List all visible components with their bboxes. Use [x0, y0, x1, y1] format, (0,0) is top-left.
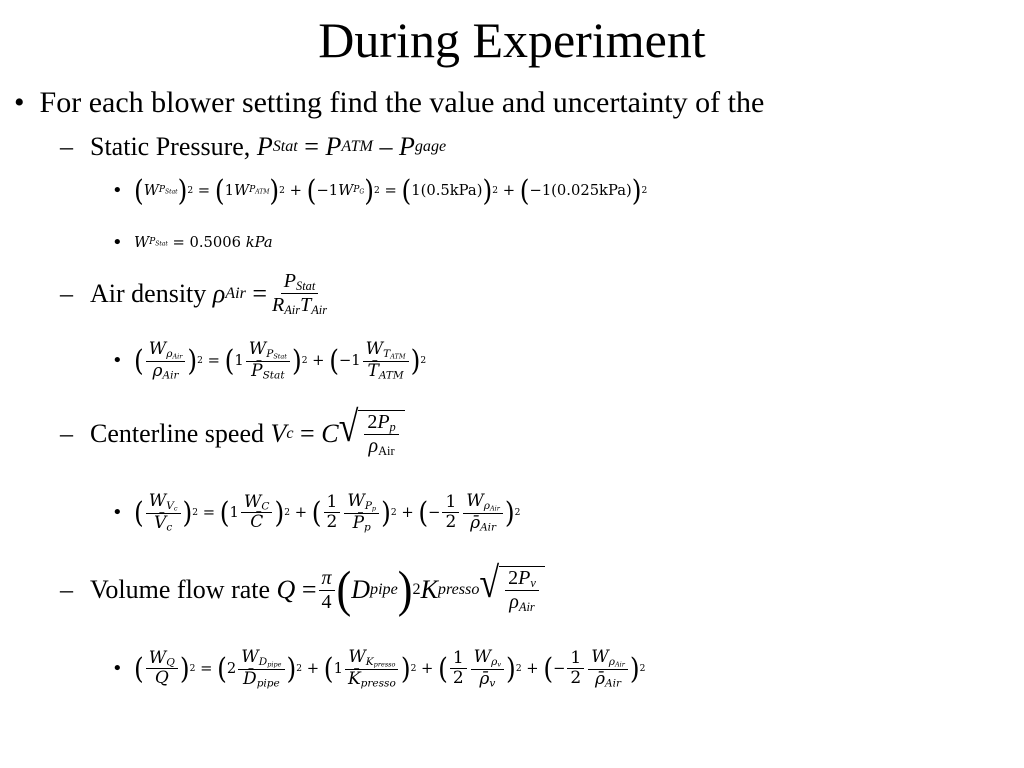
wpstat-value: 0.5006	[189, 234, 242, 251]
air-density-uncertainty: • ( $\frac{W_{\rho_{Air}}}{\rho_{Air}}$ ) 2 = ( 1 $\frac{W_{P_{Stat}}}{P̄_{Stat}}$ ) 2 + ( −1 $\frac{W_{T_{ATM}}}{T̄_{ATM}}$ ) 2	[112, 339, 427, 382]
air-density-line: – Air density ρ Air = $\frac{P_{Stat}}{R_{Air}T_{Air}}$	[60, 270, 328, 318]
dash-bullet: –	[60, 132, 73, 161]
centerline-label: Centerline speed	[90, 419, 264, 449]
bullet-main	[14, 86, 764, 120]
centerline-line: – Centerline speed V c = C √ $\frac{2P_p}{\rho_{Air}}$	[60, 410, 405, 459]
centerline-uncertainty: • ( $\frac{W_{V_c}}{V̄_c}$ ) 2 = ( 1 $\frac{W_C}{C̄}$ ) 2 + ( $\frac{1}{2}$ $\frac{W_{P_p}}{P̄_p}$ ) 2 + ( − $\frac{1}{2}$ $\frac{W_{\rho_{Air}}}{\rhō_{Air}}$ ) 2	[112, 491, 521, 534]
static-pressure-label: Static Pressure,	[90, 132, 251, 161]
bullet-main-text: For each blower setting find the value and uncertainty of the	[39, 86, 765, 119]
slide-title: During Experiment	[318, 12, 706, 68]
wpstat-value-line: • W $P_{Stat}$ = 0.5006 kPa	[112, 232, 273, 253]
volume-flow-label: Volume flow rate	[90, 575, 271, 605]
volume-flow-line: – Volume flow rate Q = $\frac{\pi}{4}$ ( D pipe ) 2 K presso √ $\frac{2P_v}{\rho_{Air}}$	[60, 566, 545, 615]
air-density-label: Air density	[90, 278, 207, 308]
quarter-kpa-value: −1(0.025kPa)	[529, 182, 632, 200]
wpstat-equation: • ( W $P_{Stat}$ ) 2 = ( 1 W $P_{ATM}$ ) 2 + ( −1 W $P_G$ ) 2 = ( 1(0.5kPa) ) 2 + ( −1(0.025kPa) ) 2	[112, 173, 648, 208]
bullet-dot: •	[14, 86, 40, 119]
half-kpa-value: 1(0.5kPa)	[411, 182, 483, 200]
static-pressure-line: – Static Pressure, P Stat = P ATM – P gage	[60, 132, 447, 161]
volume-flow-uncertainty: • ( $\frac{W_Q}{Q}$ ) 2 = ( 2 $\frac{W_{D_{pipe}}}{D̄_{pipe}}$ ) 2 + ( 1 $\frac{W_{K_{presso}}}{K̄_{presso}}$ ) 2 + ( $\frac{1}{2}$ $\frac{W_{\rho_v}}{\rhō_v}$ ) 2 + ( − $\frac{1}{2}$ $\frac{W_{\rho_{Air}}}{\rhō_{Air}}$ ) 2	[112, 647, 646, 690]
